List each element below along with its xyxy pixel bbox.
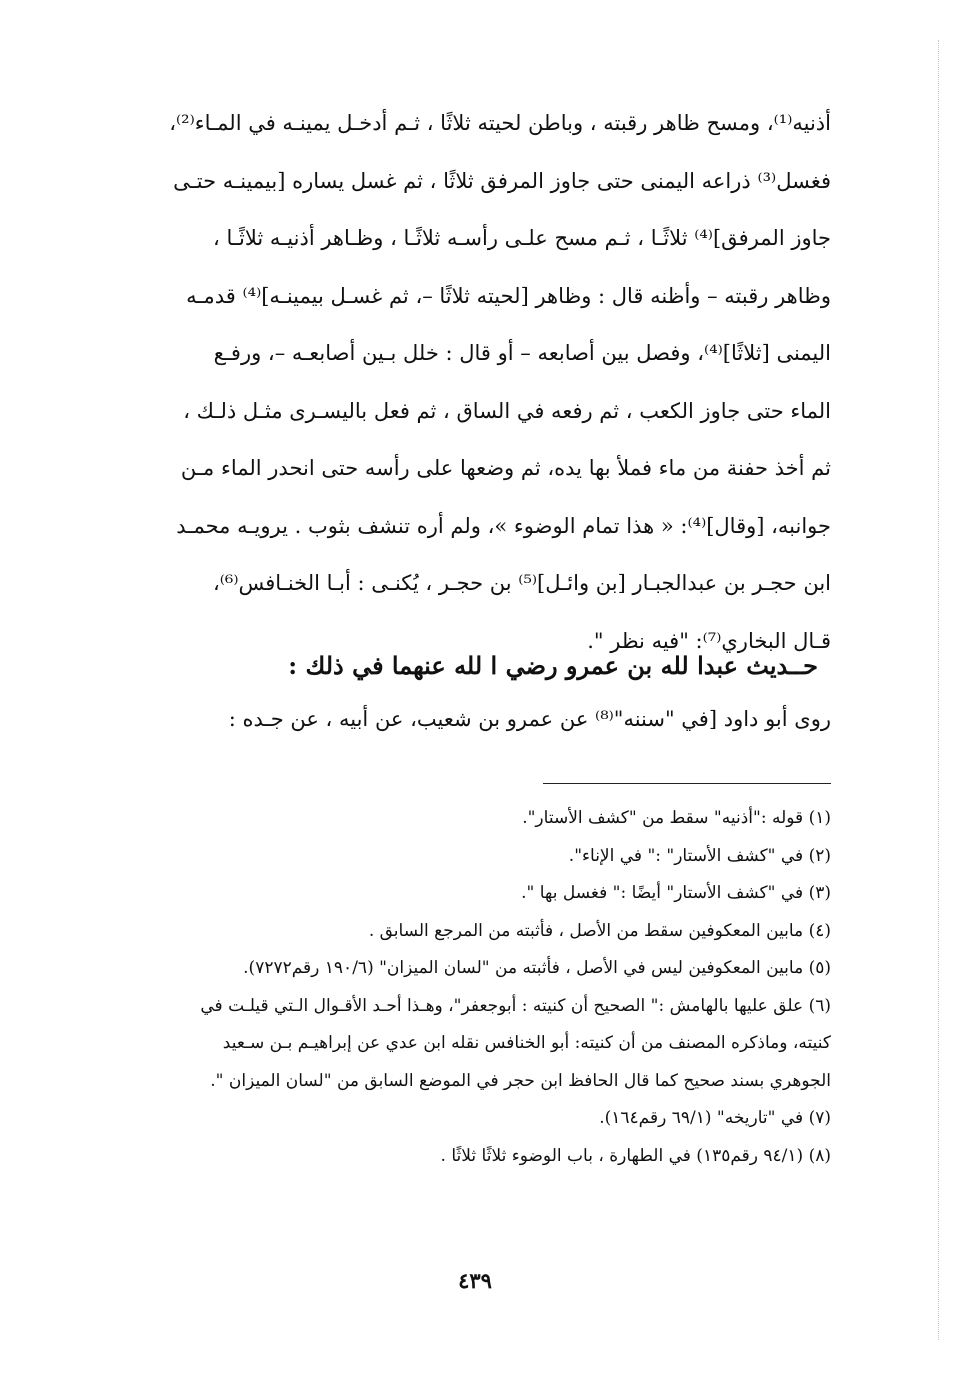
- text-line: جاوز المرفق]⁽⁴⁾ ثلاثًـا ، ثـم مسح علـى رأسـه ثلاثًـا ، وظـاهر أذنيـه ثلاثًـا ،: [212, 226, 831, 250]
- footnote: (٤) مابين المعكوفين سقط من الأصل ، فأثبته من المرجع السابق .: [368, 920, 831, 941]
- footnote-continuation: الجوهري بسند صحيح كما قال الحافظ ابن حجر في الموضع السابق من "لسان الميزان ".: [210, 1070, 831, 1091]
- footnote-continuation: كنيته، وماذكره المصنف من أن كنيته: أبو الخنافس نقله ابن عدي عن إبراهيـم بـن سـعيد: [222, 1033, 831, 1053]
- footnote: (٥) مابين المعكوفين ليس في الأصل ، فأثبته من "لسان الميزان" (١٩٠/٦ رقم٧٢٧٢).: [243, 958, 831, 978]
- text-line: اليمنى [ثلاثًا]⁽⁴⁾، وفصل بين أصابعه – أو قال : خلل بـين أصابعـه –، ورفـع: [213, 341, 831, 365]
- text-line: ابن حجـر بن عبدالجبـار [بن وائـل]⁽⁵⁾ بن حجـر ، يُكنـى : أبـا الخنـافس⁽⁶⁾،: [212, 571, 831, 595]
- page-number: ٤٣٩: [458, 1268, 492, 1293]
- text-line: فغسل⁽³⁾ ذراعه اليمنى حتى جاوز المرفق ثلاثًا ، ثم غسل يساره [بيمينـه حتـى: [173, 168, 831, 193]
- scan-edge: [938, 40, 939, 1340]
- section-heading: حــديث عبدا لله بن عمرو رضي ا لله عنهما في ذلك :: [288, 651, 818, 680]
- text-line: الماء حتى جاوز الكعب ، ثم رفعه في الساق ، ثم فعل باليسـرى مثـل ذلـك ،: [183, 398, 831, 423]
- footnote: (١) قوله :"أذنيه" سقط من "كشف الأستار".: [522, 808, 831, 828]
- footnote-divider: [543, 783, 831, 784]
- footnote: (٢) في "كشف الأستار" :" في الإناء".: [568, 845, 831, 866]
- footnote: (٨) (٩٤/١ رقم١٣٥) في الطهارة ، باب الوضوء ثلاثًا ثلاثًا .: [440, 1145, 831, 1166]
- footnotes: [119, 800, 831, 1175]
- main-text: [119, 95, 831, 670]
- text-line: أذنيه⁽¹⁾، ومسح ظاهر رقبته ، وباطن لحيته ثلاثًا ، ثـم أدخـل يمينـه في المـاء⁽²⁾،: [169, 111, 831, 135]
- text-line: روى أبو داود [في "سننه"⁽⁸⁾ عن عمرو بن شعيب، عن أبيه ، عن جـده :: [228, 707, 831, 731]
- text-line: ثم أخذ حفنة من ماء فملأ بها يده، ثم وضعها على رأسه حتى انحدر الماء مـن: [180, 456, 831, 480]
- footnote: (٣) في "كشف الأستار" أيضًا :" فغسل بها ".: [521, 883, 831, 903]
- footnote: (٧) في "تاريخه" (٦٩/١ رقم١٦٤).: [599, 1108, 831, 1128]
- text-line: جوانبه، [وقال]⁽⁴⁾: « هذا تمام الوضوء »، ولم أره تنشف بثوب . يرويـه محمـد: [176, 513, 831, 538]
- footnote: (٦) علق عليها بالهامش :" الصحيح أن كنيته : أبوجعفر"، وهـذا أحـد الأقـوال الـتي قيلـت في: [200, 995, 831, 1016]
- text-line: وظاهر رقبته – وأظنه قال : وظاهر [لحيته ثلاثًا –، ثم غسـل بيمينـه]⁽⁴⁾ قدمـه: [186, 283, 831, 308]
- text-line: قـال البخاري⁽⁷⁾: "فيه نظر ".: [587, 628, 831, 653]
